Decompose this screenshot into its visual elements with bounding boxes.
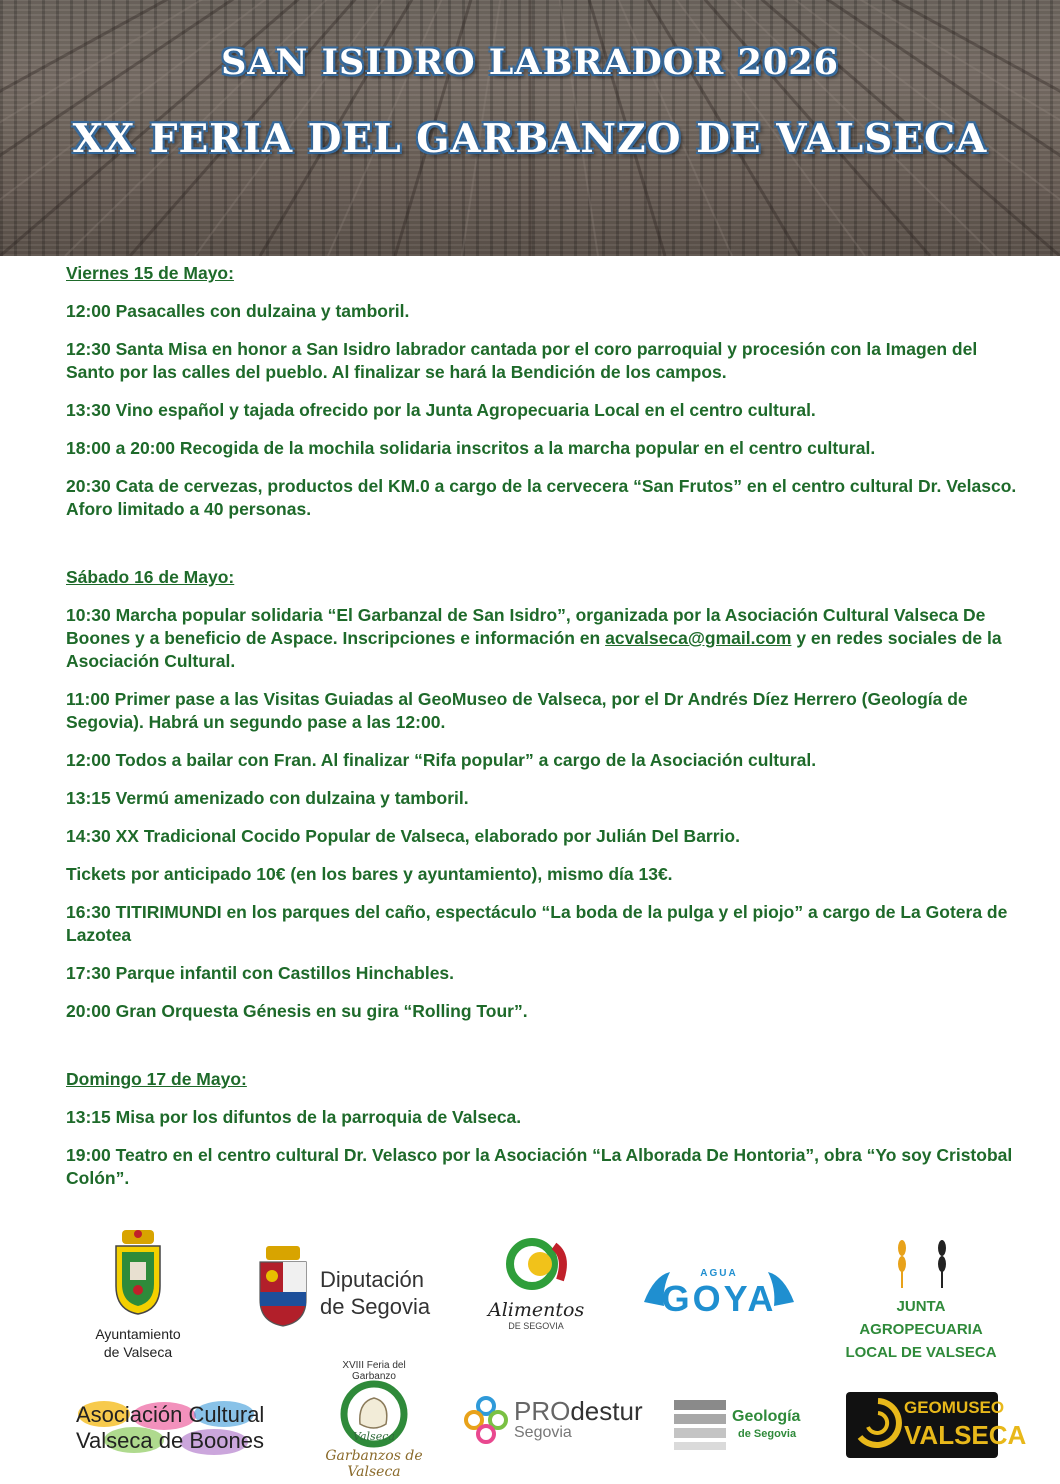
- event-item: 14:30 XX Tradicional Cocido Popular de Valseca, elaborado por Julián Del Barrio.: [66, 826, 740, 846]
- shield-icon: [254, 1246, 312, 1330]
- event-text: 10:30 Marcha popular solidaria “El Garbanzal de San Isidro”, organizada por la Asociación Cultural Valseca De Boones y a beneficio de Aspace. Inscripciones e información en: [66, 605, 986, 648]
- ammonite-icon: [852, 1395, 904, 1455]
- coat-of-arms-icon: [78, 1228, 198, 1316]
- logo-ayuntamiento-valseca: [78, 1228, 198, 1358]
- strata-icon: [672, 1396, 728, 1452]
- event-item: 20:30 Cata de cervezas, productos del KM.0 a cargo de la cervecera “San Frutos” en el centro cultural Dr. Velasco. Aforo limitado a 40 personas.: [66, 476, 1017, 519]
- logo-text: Garbanzos de Valseca: [325, 1448, 423, 1480]
- event-item: 19:00 Teatro en el centro cultural Dr. Velasco por la Asociación “La Alborada De Hontoria”, obra “Yo soy Cristobal Colón”.: [66, 1145, 1013, 1188]
- logo-text: destur: [570, 1396, 643, 1426]
- logo-asociacion-cultural: [74, 1400, 274, 1456]
- logo-text: de Segovia: [738, 1428, 797, 1440]
- event-item: 13:30 Vino español y tajada ofrecido por la Junta Agropecuaria Local en el centro cultural.: [66, 400, 816, 420]
- logo-text: Valseca de Boones: [76, 1428, 264, 1453]
- event-item: 18:00 a 20:00 Recogida de la mochila solidaria inscritos a la marcha popular en el centro cultural.: [66, 438, 876, 458]
- event-item: 17:30 Parque infantil con Castillos Hinchables.: [66, 963, 455, 983]
- logo-diputacion-segovia: [254, 1246, 454, 1330]
- logo-text: JUNTA AGROPECUARIA: [859, 1298, 983, 1338]
- alimentos-circle-icon: [488, 1236, 584, 1294]
- event-item: 11:00 Primer pase a las Visitas Guiadas al GeoMuseo de Valseca, por el Dr Andrés Díez Herrero (Geología de Segovia). Habrá un segundo pase a las 12:00.: [66, 689, 968, 732]
- logo-text: VALSECA: [904, 1420, 1027, 1450]
- event-item: 12:30 Santa Misa en honor a San Isidro labrador cantada por el coro parroquial y procesión con la Imagen del Santo por las calles del pueblo. Al finalizar se hará la Bendición de los campos.: [66, 339, 978, 382]
- logo-alimentos-segovia: [488, 1236, 584, 1336]
- event-item: 13:15 Vermú amenizado con dulzaina y tamboril.: [66, 788, 469, 808]
- day-heading-saturday: Sábado 16 de Mayo:: [66, 567, 235, 587]
- logo-feria-garbanzo: [304, 1360, 444, 1480]
- logo-text: Ayuntamiento: [95, 1326, 181, 1342]
- logo-text: de Segovia: [320, 1294, 431, 1319]
- event-item: 13:15 Misa por los difuntos de la parroquia de Valseca.: [66, 1107, 522, 1127]
- logo-text: AGUA: [700, 1268, 738, 1279]
- logo-text: PRO: [514, 1396, 571, 1426]
- event-item: 20:00 Gran Orquesta Génesis en su gira “Rolling Tour”.: [66, 1001, 528, 1021]
- logo-text: GEOMUSEO: [904, 1398, 1005, 1417]
- logo-text: Asociación Cultural: [76, 1402, 265, 1427]
- logo-text: de Valseca: [103, 1344, 173, 1360]
- logo-text: Geología: [732, 1408, 801, 1425]
- logo-prodestur: [462, 1394, 642, 1446]
- title-line-2: XX FERIA DEL GARBANZO DE VALSECA: [72, 116, 988, 162]
- event-item: 12:00 Todos a bailar con Fran. Al finalizar “Rifa popular” a cargo de la Asociación cultural.: [66, 750, 817, 770]
- logo-junta-agropecuaria: [836, 1238, 1006, 1361]
- logo-text: LOCAL DE VALSECA: [845, 1344, 997, 1361]
- logo-text: Diputación: [320, 1267, 424, 1292]
- logo-text: GOYA: [661, 1278, 777, 1319]
- logo-text: Valseca: [353, 1430, 395, 1443]
- event-item-marcha: [66, 604, 1026, 673]
- day-heading-friday: Viernes 15 de Mayo:: [66, 263, 234, 283]
- event-item: 12:00 Pasacalles con dulzaina y tamboril.: [66, 301, 410, 321]
- logo-agua-goya: [640, 1262, 798, 1322]
- event-text-tail: y en redes sociales de la Asociación Cultural.: [66, 628, 1002, 671]
- title-line-1: SAN ISIDRO LABRADOR 2026: [221, 42, 839, 83]
- email-link[interactable]: acvalseca@gmail.com: [605, 628, 792, 648]
- event-item: 16:30 TITIRIMUNDI en los parques del caño, espectáculo “La boda de la pulga y el piojo” a cargo de La Gotera de Lazotea: [66, 902, 1008, 945]
- event-item: Tickets por anticipado 10€ (en los bares y ayuntamiento), mismo día 13€.: [66, 864, 673, 884]
- logo-text: XVIII Feria del Garbanzo: [342, 1360, 406, 1382]
- logo-geomuseo-valseca: [846, 1392, 1027, 1458]
- logo-text: Alimentos: [488, 1299, 585, 1321]
- logo-text: Segovia: [514, 1424, 572, 1441]
- flower-icon: [462, 1396, 510, 1444]
- program-content: [66, 262, 1026, 1205]
- day-heading-sunday: Domingo 17 de Mayo:: [66, 1069, 247, 1089]
- header-banner: [0, 0, 1060, 256]
- logo-geologia-segovia: [672, 1396, 822, 1452]
- wheat-icon: [836, 1238, 1006, 1290]
- logo-text: DE SEGOVIA: [508, 1321, 564, 1331]
